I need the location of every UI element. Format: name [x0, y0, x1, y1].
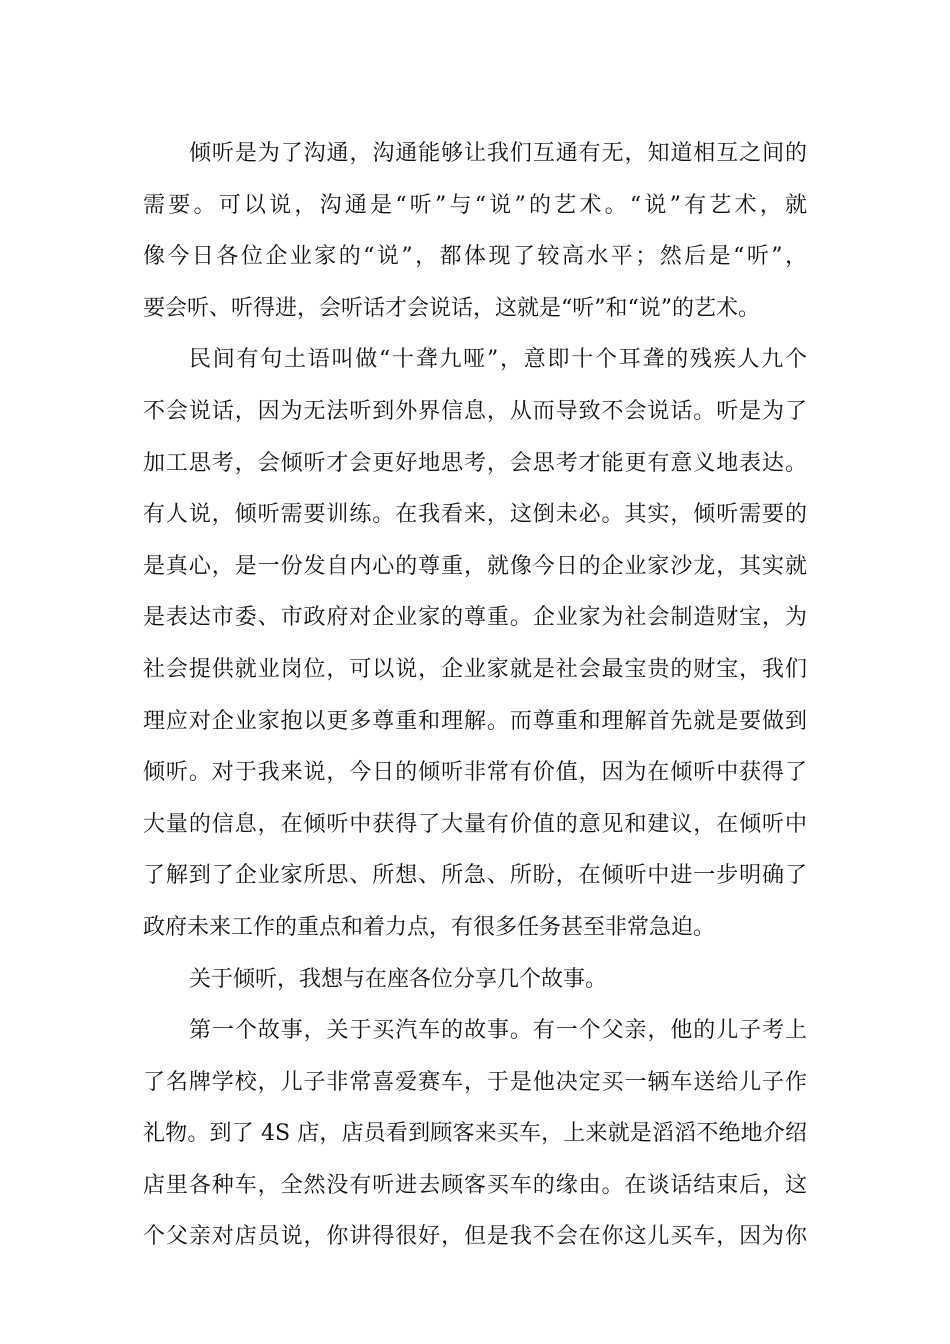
paragraph-2-line-7: 社会提供就业岗位，可以说，企业家就是社会最宝贵的财宝，我们 — [143, 656, 807, 682]
document-body — [143, 128, 807, 1263]
paragraph-1-line-2: 需要。可以说，沟通是“听”与“说”的艺术。“说”有艺术，就 — [143, 192, 807, 218]
paragraph-2-line-6: 是表达市委、市政府对企业家的尊重。企业家为社会制造财宝，为 — [143, 605, 807, 631]
paragraph-1-line-4: 要会听、听得进，会听话才会说话，这就是“听”和“说”的艺术。 — [143, 295, 760, 321]
paragraph-2-line-3: 加工思考，会倾听才会更好地思考，会思考才能更有意义地表达。 — [143, 450, 807, 476]
paragraph-4-line-4: 店里各种车，全然没有听进去顾客买车的缘由。在谈话结束后，这 — [143, 1172, 807, 1198]
paragraph-2-line-10: 大量的信息，在倾听中获得了大量有价值的意见和建议，在倾听中 — [143, 811, 807, 837]
paragraph-4-line-2: 了名牌学校，儿子非常喜爱赛车，于是他决定买一辆车送给儿子作 — [143, 1069, 807, 1095]
paragraph-2-line-9: 倾听。对于我来说，今日的倾听非常有价值，因为在倾听中获得了 — [143, 760, 807, 786]
paragraph-4-line-5: 个父亲对店员说，你讲得很好，但是我不会在你这儿买车，因为你 — [143, 1224, 807, 1250]
paragraph-2-line-12: 政府未来工作的重点和着力点，有很多任务甚至非常急迫。 — [143, 914, 716, 940]
paragraph-2-line-11: 了解到了企业家所思、所想、所急、所盼，在倾听中进一步明确了 — [143, 863, 807, 889]
paragraph-1-line-1: 倾听是为了沟通，沟通能够让我们互通有无，知道相互之间的 — [189, 141, 807, 166]
paragraph-4-line-3: 礼物。到了 4S 店，店员看到顾客来买车，上来就是滔滔不绝地介绍 — [143, 1121, 807, 1147]
paragraph-2-line-5: 是真心，是一份发自内心的尊重，就像今日的企业家沙龙，其实就 — [143, 553, 807, 579]
paragraph-4-line-1: 第一个故事，关于买汽车的故事。有一个父亲，他的儿子考上 — [189, 1018, 807, 1044]
paragraph-3-line-1: 关于倾听，我想与在座各位分享几个故事。 — [189, 966, 608, 992]
paragraph-2-line-2: 不会说话，因为无法听到外界信息，从而导致不会说话。听是为了 — [143, 398, 807, 424]
paragraph-2-line-1: 民间有句土语叫做“十聋九哑”，意即十个耳聋的残疾人九个 — [189, 347, 807, 373]
paragraph-1-line-3: 像今日各位企业家的“说”，都体现了较高水平；然后是“听”， — [143, 244, 807, 270]
paragraph-2-line-8: 理应对企业家抱以更多尊重和理解。而尊重和理解首先就是要做到 — [143, 708, 807, 734]
paragraph-2-line-4: 有人说，倾听需要训练。在我看来，这倒未必。其实，倾听需要的 — [143, 502, 807, 528]
